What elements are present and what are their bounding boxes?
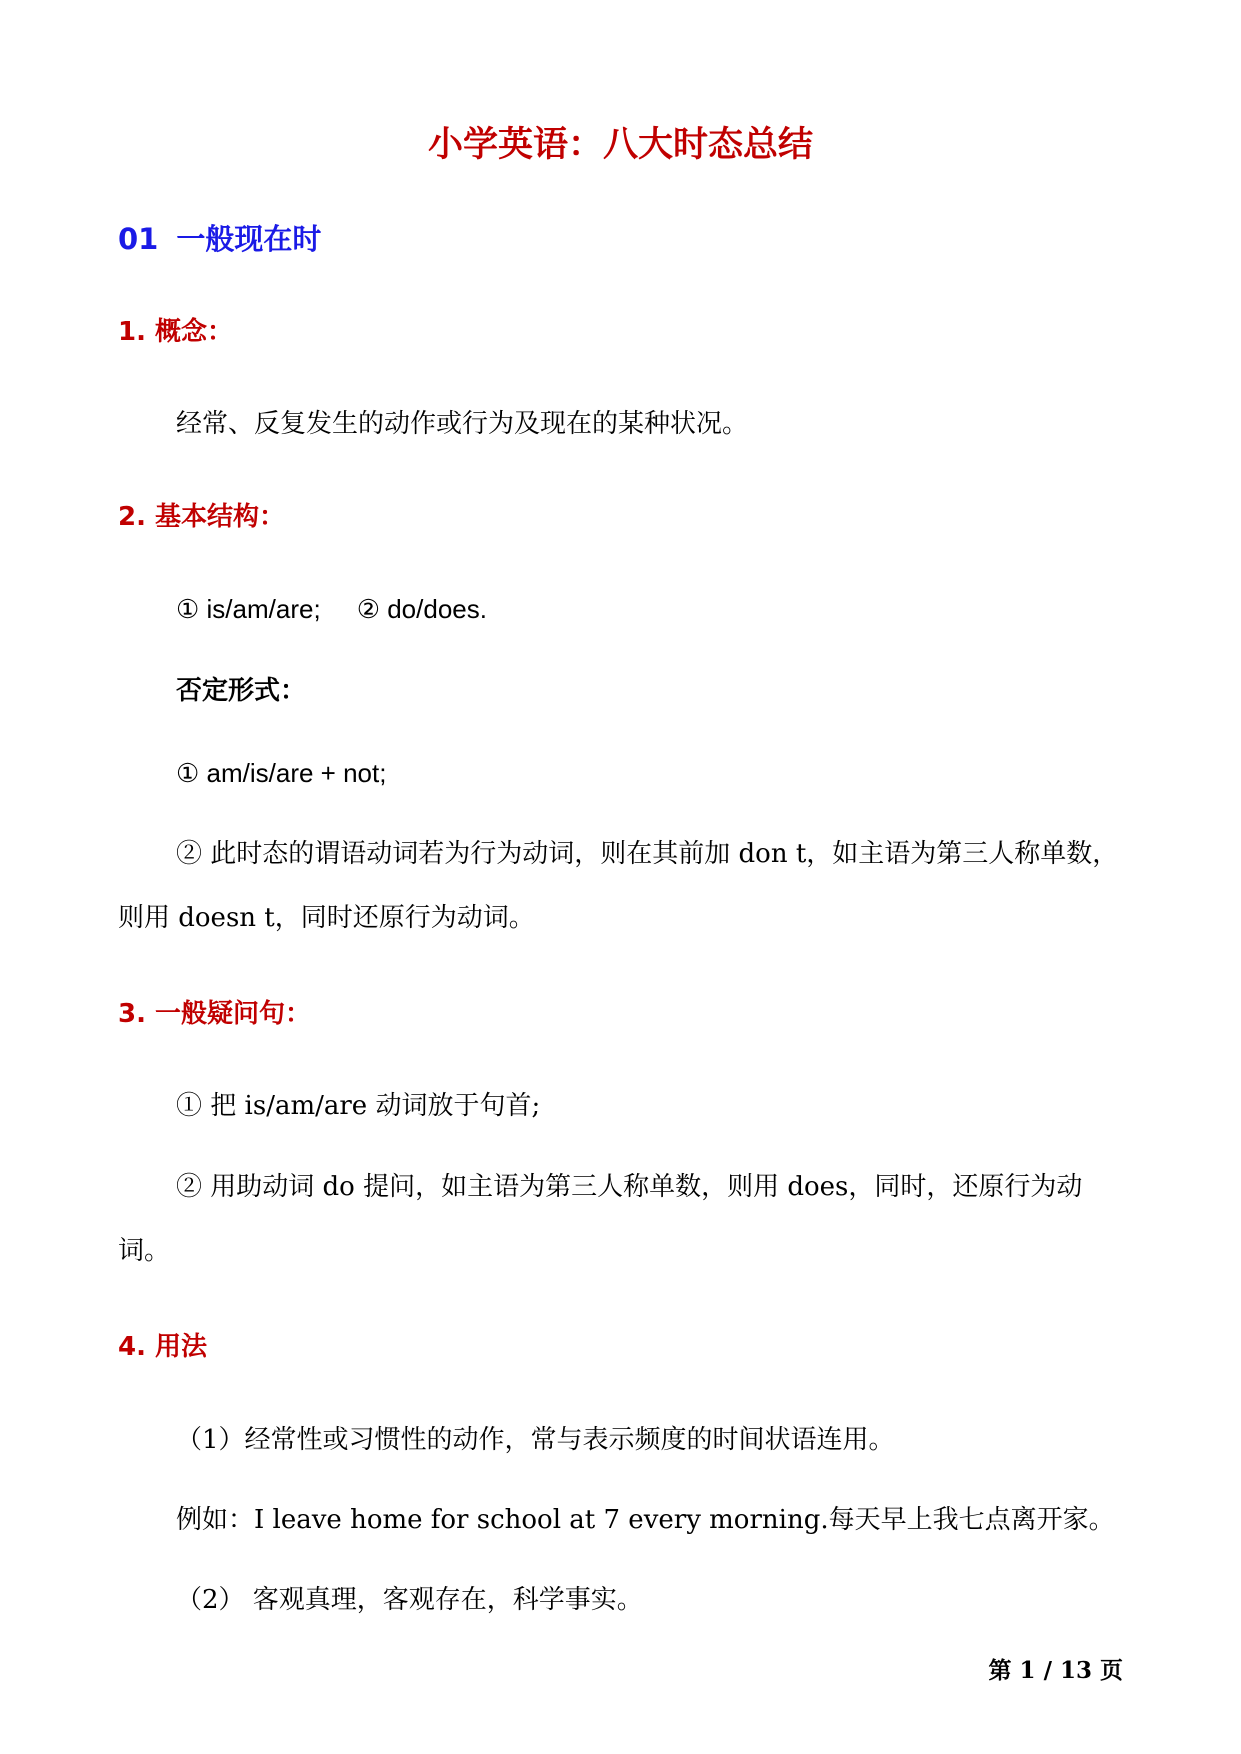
- section-title: [118, 219, 321, 259]
- negative-item-2: ② 此时态的谓语动词若为行为动词，则在其前加 don t，如主语为第三人称单数，则用 doesn t，同时还原行为动词。: [118, 839, 1119, 933]
- structure-items: [176, 591, 1181, 627]
- structure-item-2: ② do/does.: [356, 594, 487, 624]
- question-item-2: ② 用助动词 do 提问，如主语为第三人称单数，则用 does，同时，还原行为动词。: [118, 1172, 1083, 1266]
- structure-heading: 2. 基本结构：: [118, 502, 286, 532]
- negative-item-1: ① am/is/are + not;: [176, 758, 387, 788]
- question-item-1: ① 把 is/am/are 动词放于句首;: [176, 1091, 541, 1121]
- question-heading: 3. 一般疑问句：: [118, 999, 312, 1029]
- concept-text: 经常、反复发生的动作或行为及现在的某种状况。: [176, 409, 749, 439]
- negative-form-label: 否定形式：: [176, 676, 307, 706]
- structure-item-1: ① is/am/are;: [176, 594, 321, 624]
- document-title: 小学英语：八大时态总结: [427, 124, 813, 165]
- usage-heading: 4. 用法: [118, 1332, 208, 1362]
- usage-item-1: （1）经常性或习惯性的动作，常与表示频度的时间状语连用。: [176, 1425, 895, 1455]
- usage-example-1: 例如：I leave home for school at 7 every morning.每天早上我七点离开家。: [176, 1505, 1115, 1535]
- page-number: 第 1 / 13 页: [988, 1657, 1123, 1684]
- usage-item-2: （2） 客观真理，客观存在，科学事实。: [176, 1585, 643, 1615]
- section-name: 一般现在时: [176, 222, 322, 256]
- concept-heading: 1. 概念：: [118, 317, 234, 347]
- section-number: 01: [118, 222, 159, 256]
